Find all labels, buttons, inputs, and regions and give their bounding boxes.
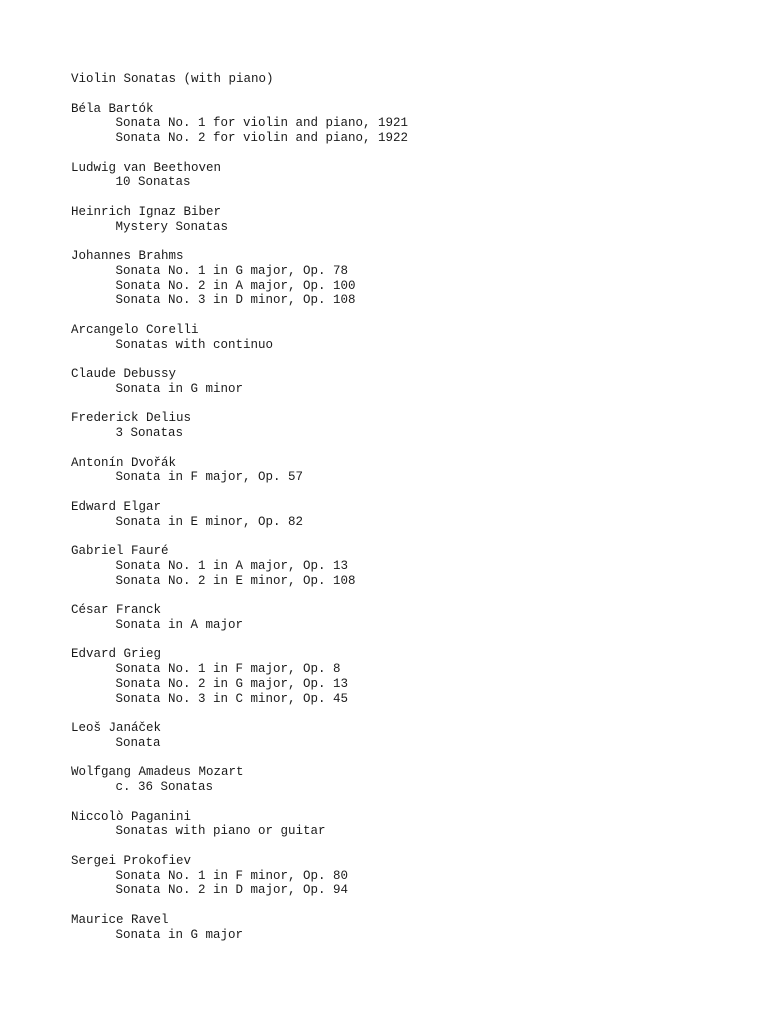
- work-item: c. 36 Sonatas: [115, 780, 214, 794]
- composer-entry: [71, 367, 731, 397]
- composer-name: Frederick Delius: [71, 411, 192, 426]
- composer-name: Niccolò Paganini: [71, 809, 192, 824]
- composer-name: Gabriel Fauré: [71, 544, 169, 558]
- works-list: [71, 338, 731, 353]
- work-item: Sonata in G minor: [115, 381, 244, 396]
- works-list: [71, 116, 731, 146]
- composer-entry: [71, 721, 731, 751]
- composer-entry: [71, 456, 731, 486]
- composer-name: Maurice Ravel: [71, 912, 169, 927]
- work-item: Sonata No. 3 in C minor, Op. 45: [115, 691, 349, 706]
- composer-entry: [71, 205, 731, 235]
- composer-name: Ludwig van Beethoven: [71, 160, 222, 175]
- document-page: [71, 72, 731, 957]
- composer-entry: [71, 765, 731, 795]
- work-item: Sonata No. 2 in G major, Op. 13: [115, 676, 349, 691]
- composer-entry: [71, 544, 731, 588]
- composer-entry: [71, 603, 731, 633]
- work-item: 10 Sonatas: [115, 175, 191, 190]
- works-list: [71, 470, 731, 485]
- composer-entry: [71, 323, 731, 353]
- composer-name: Sergei Prokofiev: [71, 853, 192, 868]
- composer-entry: [71, 102, 731, 146]
- works-list: [71, 869, 731, 899]
- works-list: [71, 559, 731, 589]
- work-item: Sonata in E minor, Op. 82: [115, 514, 304, 529]
- works-list: [71, 515, 731, 530]
- work-item: 3 Sonatas: [115, 426, 184, 440]
- composer-name: Leoš Janáček: [71, 721, 162, 735]
- work-item: Sonata No. 1 in F major, Op. 8: [115, 662, 341, 676]
- work-item: Sonata No. 2 in A major, Op. 100: [115, 278, 356, 293]
- work-item: Sonatas with piano or guitar: [115, 824, 326, 839]
- composer-name: Edward Elgar: [71, 499, 162, 514]
- works-list: [71, 662, 731, 706]
- composer-name: Heinrich Ignaz Biber: [71, 204, 222, 219]
- work-item: Sonata No. 1 in G major, Op. 78: [115, 263, 349, 278]
- work-item: Sonata No. 1 for violin and piano, 1921: [115, 116, 409, 131]
- works-list: [71, 780, 731, 795]
- work-item: Sonata No. 2 in D major, Op. 94: [115, 883, 349, 898]
- work-item: Sonata No. 2 in E minor, Op. 108: [115, 573, 356, 588]
- composer-name: Claude Debussy: [71, 367, 177, 381]
- work-item: Sonata in F major, Op. 57: [115, 470, 304, 485]
- composer-list: [71, 102, 731, 943]
- works-list: [71, 928, 731, 943]
- composer-entry: [71, 854, 731, 898]
- composer-entry: [71, 810, 731, 840]
- composer-entry: [71, 161, 731, 191]
- work-item: Sonata No. 3 in D minor, Op. 108: [115, 293, 356, 308]
- composer-entry: [71, 913, 731, 943]
- work-item: Sonata: [115, 735, 161, 750]
- works-list: [71, 264, 731, 308]
- composer-name: Arcangelo Corelli: [71, 322, 199, 337]
- composer-name: Edvard Grieg: [71, 647, 162, 662]
- composer-entry: [71, 249, 731, 308]
- work-item: Mystery Sonatas: [115, 219, 229, 234]
- works-list: [71, 426, 731, 441]
- composer-name: César Franck: [71, 603, 162, 617]
- composer-entry: [71, 647, 731, 706]
- composer-entry: [71, 411, 731, 441]
- work-item: Sonata No. 2 for violin and piano, 1922: [115, 131, 409, 145]
- work-item: Sonata No. 1 in F minor, Op. 80: [115, 868, 349, 883]
- composer-name: Johannes Brahms: [71, 249, 184, 263]
- composer-name: Wolfgang Amadeus Mozart: [71, 765, 244, 780]
- works-list: [71, 382, 731, 397]
- work-item: Sonata No. 1 in A major, Op. 13: [115, 558, 349, 573]
- work-item: Sonata in G major: [115, 927, 244, 942]
- composer-name: Antonín Dvořák: [71, 455, 177, 470]
- works-list: [71, 220, 731, 235]
- composer-entry: [71, 500, 731, 530]
- works-list: [71, 175, 731, 190]
- composer-name: Béla Bartók: [71, 101, 154, 116]
- document-title: Violin Sonatas (with piano): [71, 72, 274, 86]
- works-list: [71, 736, 731, 751]
- works-list: [71, 618, 731, 633]
- works-list: [71, 824, 731, 839]
- work-item: Sonata in A major: [115, 617, 244, 632]
- work-item: Sonatas with continuo: [115, 337, 274, 352]
